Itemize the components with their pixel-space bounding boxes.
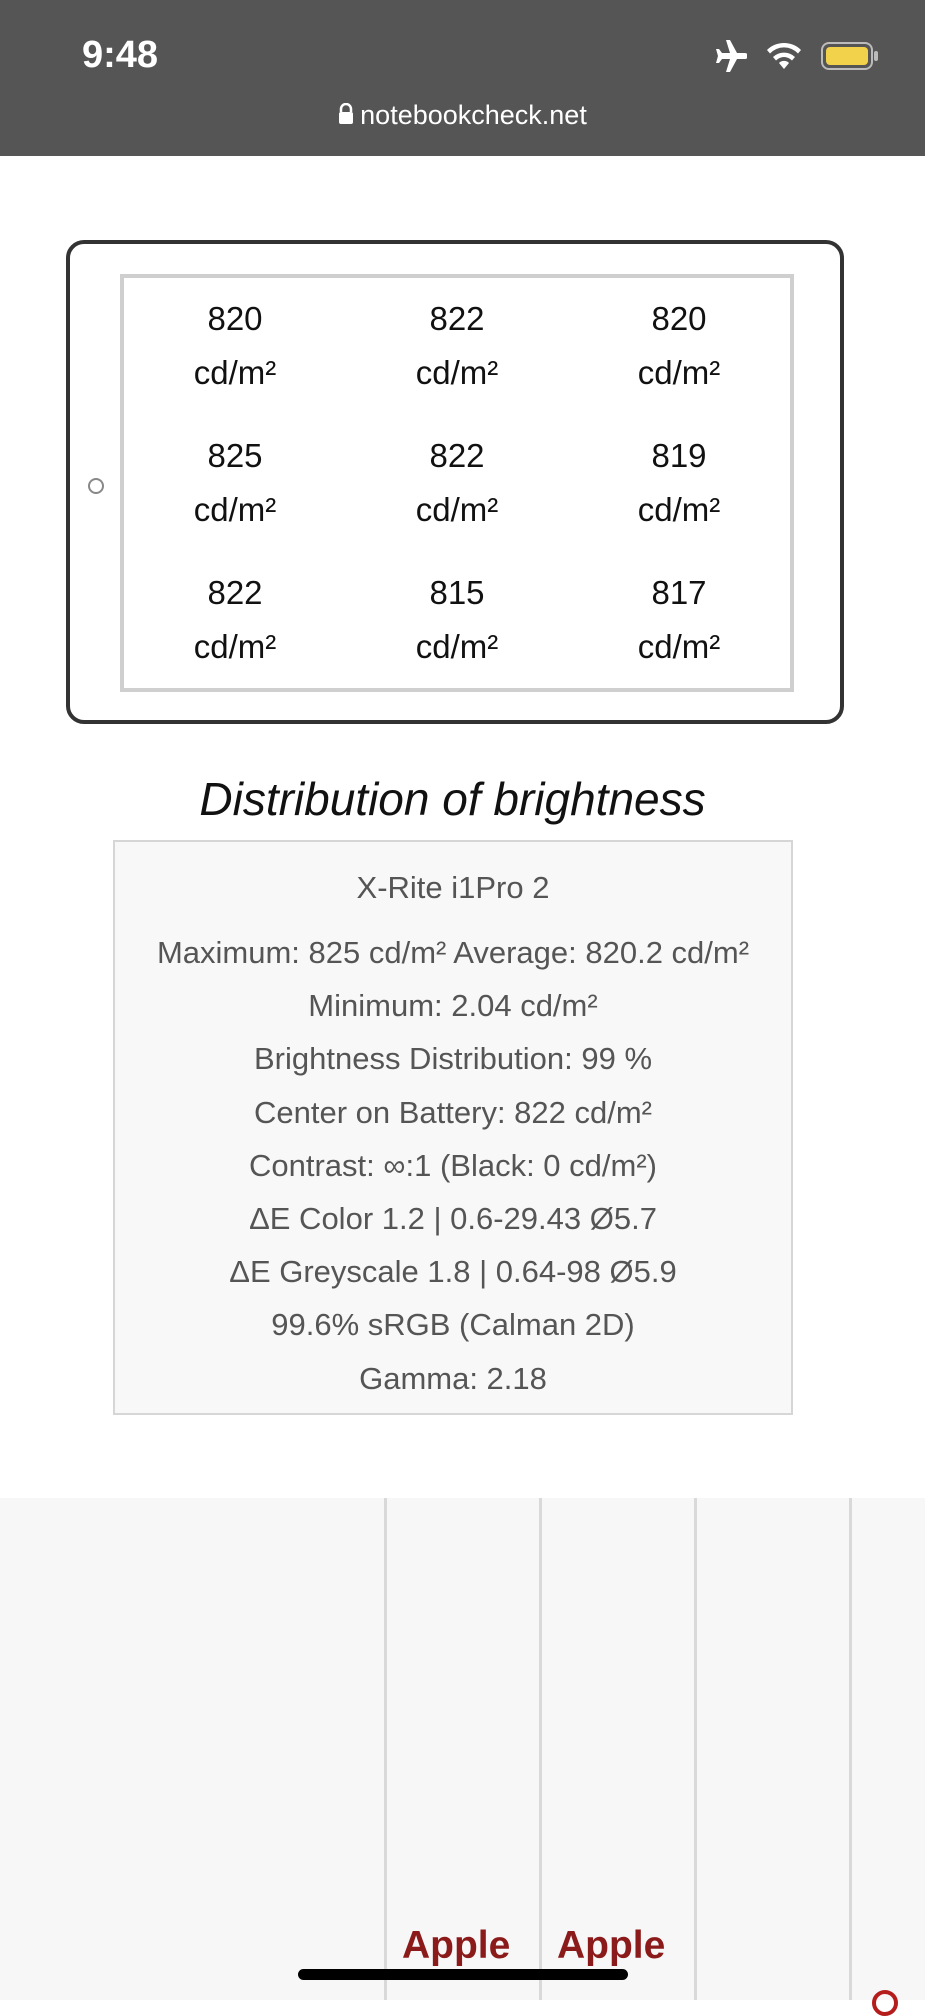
brand-link-apple[interactable]: Apple xyxy=(402,1924,511,1967)
home-indicator[interactable] xyxy=(298,1969,628,1980)
partial-circle-icon xyxy=(872,1990,898,2016)
brightness-value: 822 xyxy=(429,436,485,474)
address-bar[interactable] xyxy=(0,100,925,132)
measurement-line: Brightness Distribution: 99 % xyxy=(253,1041,653,1077)
column-divider xyxy=(694,1498,697,2000)
brightness-cell xyxy=(568,415,790,552)
airplane-mode-icon xyxy=(711,40,747,77)
column-divider xyxy=(849,1498,852,2000)
brightness-value: 815 xyxy=(429,573,485,611)
brightness-unit: cd/m² xyxy=(415,354,499,392)
brightness-unit: cd/m² xyxy=(193,354,277,392)
battery-icon xyxy=(821,41,879,76)
figure-caption: Distribution of brightness xyxy=(199,773,706,825)
measurement-line: Center on Battery: 822 cd/m² xyxy=(253,1094,653,1130)
brightness-cell xyxy=(124,415,346,552)
brightness-value: 820 xyxy=(651,300,707,338)
tablet-illustration xyxy=(66,240,844,724)
brightness-grid xyxy=(120,274,794,692)
wifi-icon xyxy=(765,41,803,76)
column-divider xyxy=(384,1498,387,2000)
brand-link-apple[interactable]: Apple xyxy=(557,1924,666,1967)
brightness-cell xyxy=(124,551,346,688)
measurement-line: Minimum: 2.04 cd/m² xyxy=(308,988,598,1024)
status-bar xyxy=(0,0,925,156)
brightness-value: 825 xyxy=(207,436,263,474)
measurement-line: Contrast: ∞:1 (Black: 0 cd/m²) xyxy=(249,1147,657,1183)
brightness-value: 820 xyxy=(207,300,263,338)
url-text: notebookcheck.net xyxy=(360,100,587,130)
brightness-value: 819 xyxy=(651,436,707,474)
brightness-cell xyxy=(568,551,790,688)
measurement-line: Gamma: 2.18 xyxy=(359,1360,547,1396)
measurement-line: ΔE Greyscale 1.8 | 0.64-98 Ø5.9 xyxy=(229,1254,677,1290)
status-time: 9:48 xyxy=(82,34,159,76)
brightness-unit: cd/m² xyxy=(193,627,277,665)
brightness-cell xyxy=(346,415,568,552)
brightness-unit: cd/m² xyxy=(637,627,721,665)
brightness-value: 822 xyxy=(429,300,485,338)
brightness-unit: cd/m² xyxy=(415,627,499,665)
status-icons xyxy=(711,38,879,78)
brightness-unit: cd/m² xyxy=(415,490,499,528)
measurement-line: ΔE Color 1.2 | 0.6-29.43 Ø5.7 xyxy=(249,1201,657,1237)
measurement-line: 99.6% sRGB (Calman 2D) xyxy=(271,1307,635,1343)
measurement-line: Maximum: 825 cd/m² Average: 820.2 cd/m² xyxy=(156,935,750,970)
comparison-table xyxy=(0,1498,925,2000)
brightness-value: 817 xyxy=(651,573,707,611)
home-button-icon xyxy=(88,478,104,494)
brightness-unit: cd/m² xyxy=(637,354,721,392)
column-divider xyxy=(539,1498,542,2000)
brightness-cell xyxy=(346,278,568,415)
device-name: X-Rite i1Pro 2 xyxy=(356,870,550,905)
brightness-cell xyxy=(124,278,346,415)
brightness-cell xyxy=(346,551,568,688)
brightness-cell xyxy=(568,278,790,415)
measurement-box xyxy=(113,840,793,1415)
brightness-value: 822 xyxy=(207,573,263,611)
brightness-unit: cd/m² xyxy=(637,490,721,528)
lock-icon xyxy=(338,101,354,132)
brightness-unit: cd/m² xyxy=(193,490,277,528)
